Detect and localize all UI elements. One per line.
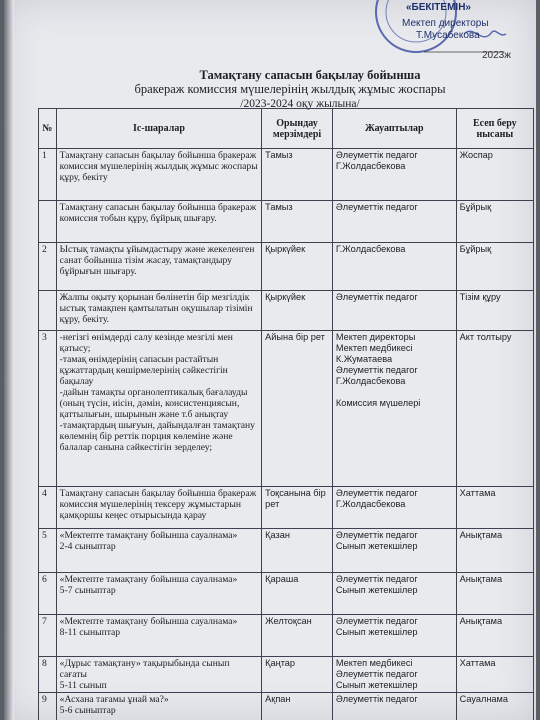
row-report-form: Анықтама	[456, 573, 533, 615]
row-report-form: Анықтама	[456, 529, 533, 573]
row-number: 3	[39, 331, 57, 487]
row-report-form: Бұйрық	[456, 201, 533, 243]
row-deadline: Қыркүйек	[262, 243, 333, 291]
row-number: 7	[39, 615, 57, 657]
row-deadline: Айына бір рет	[262, 331, 333, 487]
stamp-date: 2023ж	[482, 50, 511, 61]
row-event: Жалпы оқыту қорынан бөлінетін бір мезгілдік ыстық тамақпен қамтылатын оқушылар тізімін құру, бекіту.	[56, 291, 262, 331]
stamp-name-line: Т.Мусабекова	[416, 30, 480, 41]
row-responsible: Г.Жолдасбекова	[332, 243, 456, 291]
row-number: 5	[39, 529, 57, 573]
column-header-events: Іс-шаралар	[56, 109, 262, 149]
row-event: Тамақтану сапасын бақылау бойынша бракераж комиссия мүшелерінің тексеру жұмыстарын қамқоршы кеңес отырысында қарау	[56, 487, 262, 529]
row-number: 4	[39, 487, 57, 529]
row-responsible: Әлеуметтік педагог Сынып жетекшілер	[332, 615, 456, 657]
table-row	[39, 243, 534, 291]
row-event: «Дұрыс тамақтану» тақырыбында сынып сағаты 5-11 сынып	[56, 657, 262, 693]
row-deadline: Тамыз	[262, 149, 333, 201]
row-number: 6	[39, 573, 57, 615]
row-deadline: Қараша	[262, 573, 333, 615]
plan-subtitle: бракераж комиссия мүшелерінің жылдық жұмыс жоспары	[134, 82, 446, 96]
row-report-form: Бұйрық	[456, 243, 533, 291]
row-number: 1	[39, 149, 57, 201]
table-header-row	[39, 109, 534, 149]
row-responsible: Әлеуметтік педагог Г.Жолдасбекова	[332, 149, 456, 201]
row-deadline: Желтоқсан	[262, 615, 333, 657]
row-report-form: Тізім құру	[456, 291, 533, 331]
plan-table	[38, 108, 534, 720]
row-deadline: Тамыз	[262, 201, 333, 243]
row-report-form: Жоспар	[456, 149, 533, 201]
stamp-approve-label: «БЕКІТЕМІН»	[406, 2, 471, 13]
table-row	[39, 201, 534, 243]
row-number: 9	[39, 693, 57, 720]
row-number: 2	[39, 243, 57, 291]
row-report-form: Акт толтыру	[456, 331, 533, 487]
row-responsible: Әлеуметтік педагог	[332, 201, 456, 243]
row-event: Ыстық тамақты ұйымдастыру және жекеленген санат бойынша тізім жасау, тамақтандыру бұйрығын шығару.	[56, 243, 262, 291]
row-number: 8	[39, 657, 57, 693]
row-report-form: Сауалнама	[456, 693, 533, 720]
row-deadline: Қыркүйек	[262, 291, 333, 331]
row-responsible: Әлеуметтік педагог Г.Жолдасбекова	[332, 487, 456, 529]
table-row	[39, 657, 534, 693]
table-row	[39, 693, 534, 720]
table-row	[39, 291, 534, 331]
row-responsible: Әлеуметтік педагог	[332, 693, 456, 720]
row-deadline: Тоқсанына бір рет	[262, 487, 333, 529]
row-responsible: Мектеп директоры Мектеп медбикесі К.Жуматаева Әлеуметтік педагог Г.Жолдасбекова Комиссия мүшелері	[332, 331, 456, 487]
row-event: Тамақтану сапасын бақылау бойынша бракераж комиссия тобын құру, бұйрық шығару.	[56, 201, 262, 243]
row-event: «Мектепте тамақтану бойынша сауалнама» 2-4 сыныптар	[56, 529, 262, 573]
column-header-responsible: Жауаптылар	[332, 109, 456, 149]
row-responsible: Әлеуметтік педагог Сынып жетекшілер	[332, 573, 456, 615]
row-report-form: Хаттама	[456, 487, 533, 529]
column-header-deadline: Орындау мерзімдері	[262, 109, 333, 149]
row-report-form: Анықтама	[456, 615, 533, 657]
table-row	[39, 573, 534, 615]
row-event: «Мектепте тамақтану бойынша сауалнама» 5-7 сыныптар	[56, 573, 262, 615]
row-report-form: Хаттама	[456, 657, 533, 693]
table-row	[39, 615, 534, 657]
stamp-director-line: Мектеп директоры	[402, 18, 489, 29]
table-row	[39, 487, 534, 529]
document-sheet	[4, 0, 536, 720]
row-deadline: Қазан	[262, 529, 333, 573]
table-row	[39, 149, 534, 201]
row-responsible: Әлеуметтік педагог	[332, 291, 456, 331]
row-number	[39, 201, 57, 243]
table-row	[39, 331, 534, 487]
approval-stamp	[364, 0, 514, 72]
page-edge-shadow	[4, 0, 14, 720]
row-deadline: Қаңтар	[262, 657, 333, 693]
school-year: /2023-2024 оқу жылына/	[240, 98, 360, 110]
row-deadline: Ақпан	[262, 693, 333, 720]
table-row	[39, 529, 534, 573]
row-responsible: Мектеп медбикесі Әлеуметтік педагог Сынып жетекшілер	[332, 657, 456, 693]
row-event: -негізгі өнімдерді салу кезінде мезгілі мен қатысу; -тамақ өнімдерінің сапасын растайтын құжаттардың көшірмелерінің сәйкестігін бақылау -дайын тамақты органолептикалық бағалауды (оның түсін, иісін, дәмін, консистенциясын, қаттылығын, шырынын және т.б анықтау -тамақтардың шығуын, дайындалған тамақтану көлемнің бір реттік порция көлеміне және балалар санына сәйкестігін зерделеу;	[56, 331, 262, 487]
row-responsible: Әлеуметтік педагог Сынып жетекшілер	[332, 529, 456, 573]
row-event: «Асхана тағамы ұнай ма?» 5-6 сыныптар	[56, 693, 262, 720]
row-number	[39, 291, 57, 331]
plan-title: Тамақтану сапасын бақылау бойынша	[199, 68, 421, 82]
column-header-number: №	[39, 109, 57, 149]
row-event: «Мектепте тамақтану бойынша сауалнама» 8-11 сыныптар	[56, 615, 262, 657]
column-header-report-form: Есеп беру нысаны	[456, 109, 533, 149]
row-event: Тамақтану сапасын бақылау бойынша бракераж комиссия мүшелерінің жылдық жұмыс жоспары құру, бекіту	[56, 149, 262, 201]
